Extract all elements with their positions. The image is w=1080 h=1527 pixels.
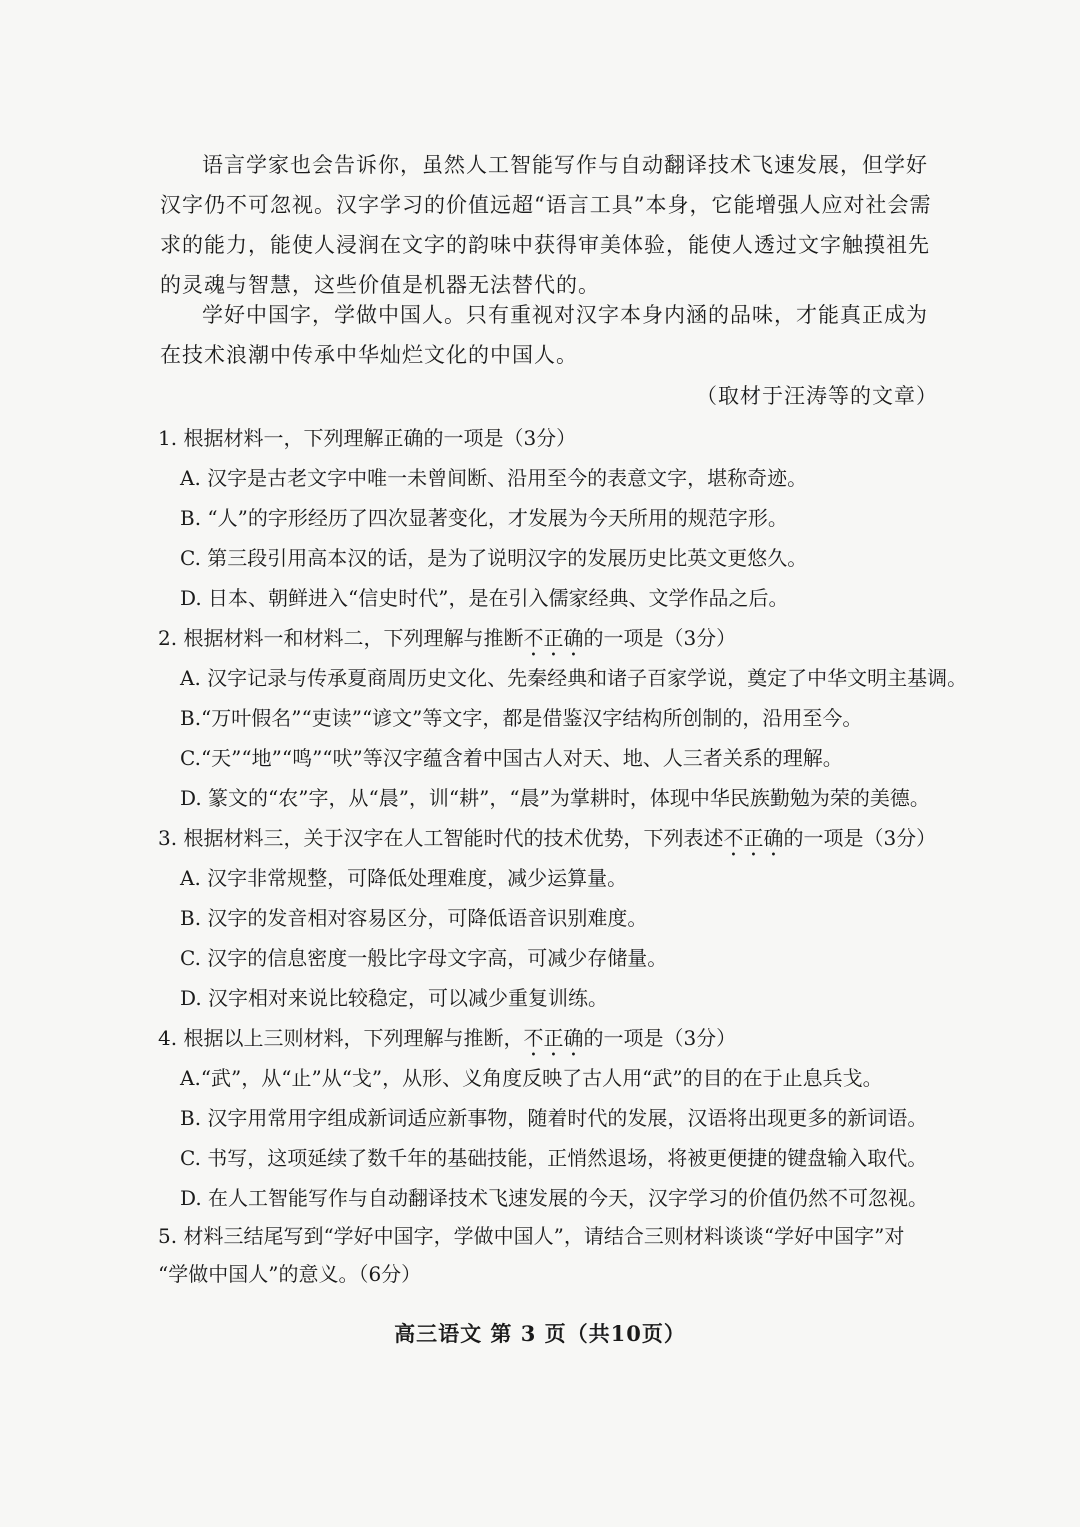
question-2-stem — [158, 624, 958, 661]
question-1-option-b: B. “人”的字形经历了四次显著变化，才发展为今天所用的规范字形。 — [180, 506, 788, 530]
question-1-option-c: C. 第三段引用高本汉的话，是为了说明汉字的发展历史比英文更悠久。 — [180, 546, 808, 570]
question-2-option-c: C.“天”“地”“鸣”“吠”等汉字蕴含着中国古人对天、地、人三者关系的理解。 — [180, 746, 843, 770]
question-2-option-a: A. 汉字记录与传承夏商周历史文化、先秦经典和诸子百家学说，奠定了中华文明主基调。 — [180, 666, 968, 690]
question-1-option-d: D. 日本、朝鲜进入“信史时代”，是在引入儒家经典、文学作品之后。 — [180, 586, 789, 610]
passage-paragraph-1: 语言学家也会告诉你，虽然人工智能写作与自动翻译技术飞速发展，但学好汉字仍不可忽视。汉字学习的价值远超“语言工具”本身，它能增强人应对社会需求的能力，能使人浸润在文字的韵味中获得审美体验，能使人透过文字触摸祖先的灵魂与智慧，这些价值是机器无法替代的。 — [160, 153, 932, 297]
passage-source: （取材于汪涛等的文章） — [696, 384, 938, 408]
question-1-stem: 1. 根据材料一，下列理解正确的一项是（3分） — [158, 426, 577, 450]
question-2-stem-suffix: 的一项是（3分） — [583, 626, 737, 650]
question-4-option-c: C. 书写，这项延续了数千年的基础技能，正悄然退场，将被更便捷的键盘输入取代。 — [180, 1146, 928, 1170]
question-2-stem-text: 2. 根据材料一和材料二，下列理解与推断 — [158, 626, 524, 650]
question-2-option-b: B.“万叶假名”“吏读”“谚文”等文字，都是借鉴汉字结构所创制的，沿用至今。 — [180, 706, 863, 730]
question-3-option-a: A. 汉字非常规整，可降低处理难度，减少运算量。 — [180, 866, 628, 890]
question-4-option-d: D. 在人工智能写作与自动翻译技术飞速发展的今天，汉字学习的价值仍然不可忽视。 — [180, 1186, 929, 1210]
question-4-stem-text: 4. 根据以上三则材料，下列理解与推断， — [158, 1026, 524, 1050]
question-3-stem — [158, 824, 958, 861]
question-4-option-b: B. 汉字用常用字组成新词适应新事物，随着时代的发展，汉语将出现更多的新词语。 — [180, 1106, 928, 1130]
question-4-emphasis: 不正确 — [523, 1026, 584, 1050]
question-5-line-1: 5. 材料三结尾写到“学好中国字，学做中国人”，请结合三则材料谈谈“学好中国字”对 — [158, 1224, 905, 1248]
question-3-option-d: D. 汉字相对来说比较稳定，可以减少重复训练。 — [180, 986, 609, 1010]
question-3-option-c: C. 汉字的信息密度一般比字母文字高，可减少存储量。 — [180, 946, 668, 970]
question-2-emphasis: 不正确 — [523, 626, 584, 650]
question-3-stem-text: 3. 根据材料三，关于汉字在人工智能时代的技术优势，下列表述 — [158, 826, 724, 850]
question-3-emphasis: 不正确 — [723, 826, 784, 850]
page-footer: 高三语文 第 3 页（共10页） — [394, 1321, 686, 1346]
question-2-option-d: D. 篆文的“农”字，从“晨”，训“耕”，“晨”为掌耕时，体现中华民族勤勉为荣的美德。 — [180, 786, 930, 810]
question-4-option-a: A.“武”，从“止”从“戈”，从形、义角度反映了古人用“武”的目的在于止息兵戈。 — [180, 1066, 883, 1090]
question-3-stem-suffix: 的一项是（3分） — [783, 826, 937, 850]
question-1-option-a: A. 汉字是古老文字中唯一未曾间断、沿用至今的表意文字，堪称奇迹。 — [180, 466, 808, 490]
question-3-option-b: B. 汉字的发音相对容易区分，可降低语音识别难度。 — [180, 906, 648, 930]
passage-paragraph-2: 学好中国字，学做中国人。只有重视对汉字本身内涵的品味，才能真正成为在技术浪潮中传承中华灿烂文化的中国人。 — [160, 303, 928, 367]
question-5-line-2: “学做中国人”的意义。（6分） — [158, 1262, 422, 1286]
question-4-stem-suffix: 的一项是（3分） — [583, 1026, 737, 1050]
question-4-stem — [158, 1024, 958, 1061]
